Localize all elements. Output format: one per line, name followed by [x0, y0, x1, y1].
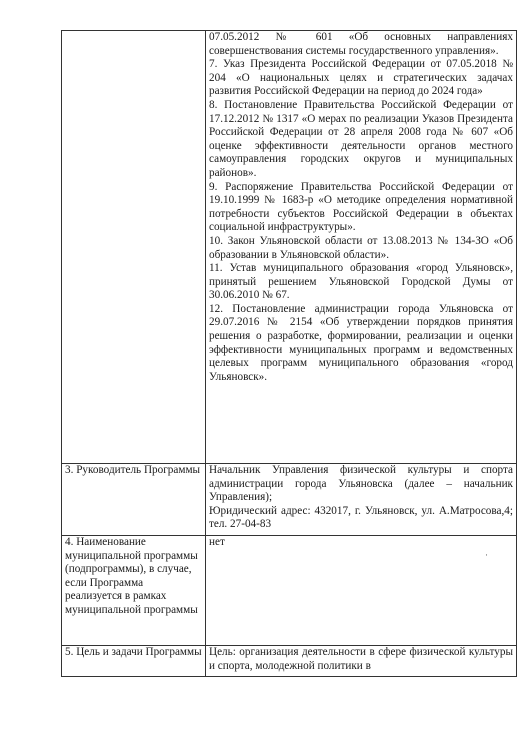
legal-basis-item: 11. Устав муниципального образования «город Ульяновск», принятый решением Ульяновской Городской Думы от 30.06.2010 № 67. [209, 262, 513, 302]
legal-basis-item: 10. Закон Ульяновской области от 13.08.2013 № 134-ЗО «Об образовании в Ульяновской области». [209, 234, 513, 261]
legal-basis-item: 7. Указ Президента Российской Федерации от 07.05.2018 № 204 «О национальных целях и стратегических задачах развития Российской Федерации на период до 2024 года» [209, 58, 513, 98]
table-row [62, 464, 517, 536]
legal-basis-item: 9. Распоряжение Правительства Российской Федерации от 19.10.1999 № 1683-р «О методике определения нормативной потребности субъектов Российской Федерации в объектах социальной инфраструктуры». [209, 180, 513, 234]
row-value [206, 464, 517, 536]
row-value: Цель: организация деятельности в сфере физической культуры и спорта, молодежной политики в [206, 646, 517, 677]
table-row [62, 31, 517, 464]
table-row [62, 646, 517, 677]
legal-basis-cell [206, 31, 517, 464]
program-passport-table [61, 30, 517, 677]
scan-speck: · [485, 550, 488, 560]
row-label: 5. Цель и задачи Программы [62, 646, 206, 677]
head-description: Начальник Управления физической культуры и спорта администрации города Ульяновска (далее – начальник Управления); [209, 464, 513, 504]
row-label: 4. Наименование муниципальной программы (подпрограммы), в случае, если Программа реализуется в рамках муниципальной программы [62, 536, 206, 646]
legal-basis-item: 12. Постановление администрации города Ульяновска от 29.07.2016 № 2154 «Об утверждении порядков принятия решения о разработке, формировании, реализации и оценки эффективности муниципальных программ и ведомственных целевых программ муниципального образования «город Ульяновск». [209, 302, 513, 383]
legal-basis-item: 07.05.2012 № 601 «Об основных направлениях совершенствования системы государственного управления». [209, 31, 513, 57]
row-label: 3. Руководитель Программы [62, 464, 206, 536]
table-cell-empty [62, 31, 206, 464]
legal-basis-item: 8. Постановление Правительства Российской Федерации от 17.12.2012 № 1317 «О мерах по реализации Указов Президента Российской Федерации от 28 апреля 2008 года № 607 «Об оценке эффективности деятельности органов местного самоуправления городских округов и муниципальных районов». [209, 98, 513, 179]
row-value: нет [206, 536, 517, 646]
table-row [62, 536, 517, 646]
legal-address: Юридический адрес: 432017, г. Ульяновск, ул. А.Матросова,4; тел. 27-04-83 [209, 504, 513, 531]
